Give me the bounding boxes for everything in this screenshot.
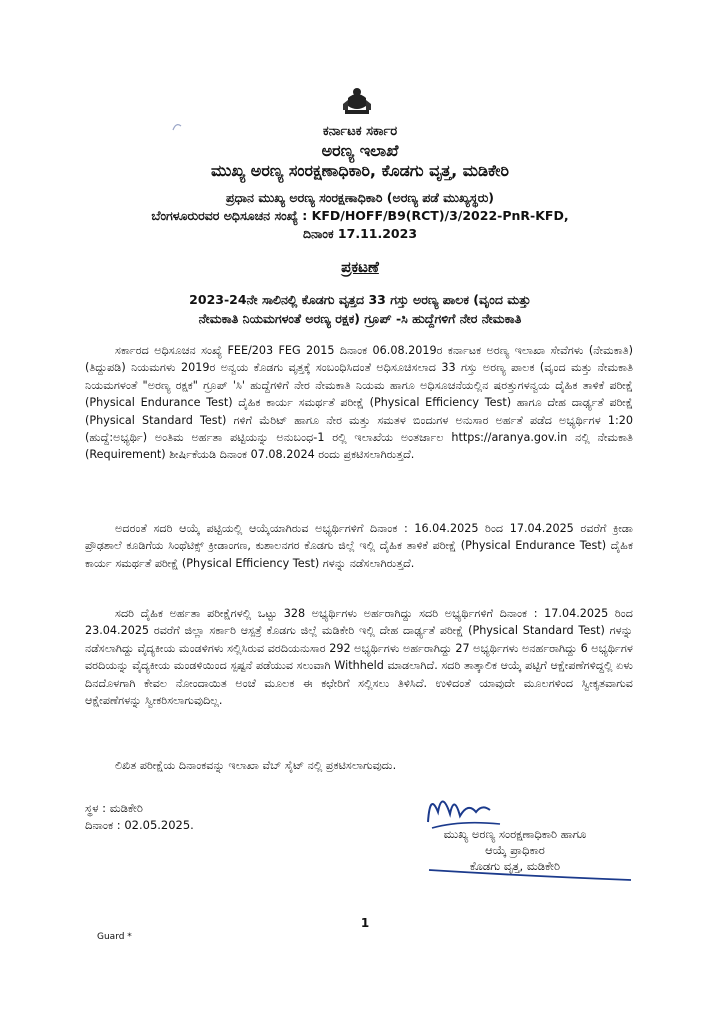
paragraph-text: ಸರ್ಕಾರದ ಅಧಿಸೂಚನ ಸಂಖ್ಯೆ FEE/203 FEG 2015 ದಿನಾಂಕ 06.08.2019ರ ಕರ್ನಾಟಕ ಅರಣ್ಯ ಇಲಾಖಾ ಸೇವೆಗಳು (ನೇಮಕಾತಿ) (ತಿದ್ದುಪಡಿ) ನಿಯಮಗಳು 2019ರ ಅನ್ವಯ ಕೊಡಗು ವೃತ್ತಕ್ಕೆ ಸಂಬಂಧಿಸಿದಂತೆ ಅಧಿಸೂಚಿಸಲಾದ 33 ಗಸ್ತು ಅರಣ್ಯ ಪಾಲಕ (ವೃಂದ ಮತ್ತು ನೇಮಕಾತಿ ನಿಯಮಗಳಂತೆ "ಅರಣ್ಯ ರಕ್ಷಕ" ಗ್ರೂಪ್ 'ಸಿ' ಹುದ್ದೆಗಳಿಗೆ ನೇರ ನೇಮಕಾತಿ ನಿಯಮ ಹಾಗೂ ಅಧಿಸೂಚನೆಯಲ್ಲಿನ ಷರತ್ತುಗಳನ್ವಯ ದೈಹಿಕ ತಾಳಿಕೆ ಪರೀಕ್ಷೆ (Physical Endurance Test) ದೈಹಿಕ ಕಾರ್ಯ ಸಮರ್ಥತೆ ಪರೀಕ್ಷೆ (Physical Efficiency Test) ಹಾಗೂ ದೇಹ ದಾರ್ಢ್ಯತೆ ಪರೀಕ್ಷೆ (Physical Standard Test) ಗಳಿಗೆ ಮೆರಿಟ್ ಹಾಗೂ ನೇರ ಮತ್ತು ಸಮತಳ ಬಿಂದುಗಳ ಅನುಸಾರ ಅರ್ಹತೆ ಪಡೆದ ಅಭ್ಯರ್ಥಿಗಳ 1:20 (ಹುದ್ದೆ:ಅಭ್ಯರ್ಥಿ) ಅಂತಿಮ ಅರ್ಹತಾ ಪಟ್ಟಿಯನ್ನು ಅನುಬಂಧ-1 ರಲ್ಲಿ ಇಲಾಖೆಯ ಅಂತರ್ಜಾಲ https://aranya.gov.in ನಲ್ಲಿ ನೇಮಕಾತಿ (Requirement) ಶೀರ್ಷಿಕೆಯಡಿ ದಿನಾಂಕ 07.08.2024 ರಂದು ಪ್ರಕಟಿಸಲಾಗಿರುತ್ತದೆ. bbox=[85, 344, 633, 462]
reference-line-1: ಪ್ರಧಾನ ಮುಖ್ಯ ಅರಣ್ಯ ಸಂರಕ್ಷಣಾಧಿಕಾರಿ (ಅರಣ್ಯ ಪಡೆ ಮುಖ್ಯಸ್ಥರು) bbox=[225, 190, 495, 205]
department-name: ಅರಣ್ಯ ಇಲಾಖೆ bbox=[321, 141, 399, 160]
body-paragraph-4 bbox=[85, 757, 633, 774]
paragraph-text: ಲಿಖಿತ ಪರೀಕ್ಷೆಯ ದಿನಾಂಕವನ್ನು ಇಲಾಖಾ ವೆಬ್ ಸೈಟ್ ನಲ್ಲಿ ಪ್ರಕಟಿಸಲಾಗುವುದು. bbox=[115, 759, 397, 772]
paragraph-text: ಅದರಂತೆ ಸದರಿ ಆಯ್ಕೆ ಪಟ್ಟಿಯಲ್ಲಿ ಆಯ್ಕೆಯಾಗಿರುವ ಅಭ್ಯರ್ಥಿಗಳಿಗೆ ದಿನಾಂಕ : 16.04.2025 ರಿಂದ 17.04.2025 ರವರೆಗೆ ಕ್ರೀಡಾ ಪ್ರೌಢಶಾಲೆ ಕೂಡಿಗೆಯ ಸಿಂಥೆಟಿಕ್ಸ್ ಕ್ರೀಡಾಂಗಣ, ಕುಶಾಲನಗರ ಕೊಡಗು ಜಿಲ್ಲೆ ಇಲ್ಲಿ ದೈಹಿಕ ತಾಳಿಕೆ ಪರೀಕ್ಷೆ (Physical Endurance Test) ದೈಹಿಕ ಕಾರ್ಯ ಸಮರ್ಥತೆ ಪರೀಕ್ಷೆ (Physical Efficiency Test) ಗಳನ್ನು ನಡೆಸಲಾಗಿರುತ್ತದೆ. bbox=[85, 522, 633, 570]
subject-line-2: ನೇಮಕಾತಿ ನಿಯಮಗಳಂತೆ ಅರಣ್ಯ ರಕ್ಷಕ) ಗ್ರೂಪ್ -ಸಿ ಹುದ್ದೆಗಳಿಗೆ ನೇರ ನೇಮಕಾತಿ bbox=[198, 311, 522, 326]
body-paragraph-1 bbox=[85, 342, 633, 464]
karnataka-state-emblem-icon bbox=[339, 84, 375, 120]
footer-note: Guard * bbox=[97, 932, 132, 942]
place-line: ಸ್ಥಳ : ಮಡಿಕೇರಿ bbox=[85, 801, 143, 815]
notice-heading: ಪ್ರಕಟಣೆ bbox=[341, 258, 379, 276]
subject-line-1: 2023-24ನೇ ಸಾಲಿನಲ್ಲಿ ಕೊಡಗು ವೃತ್ತದ 33 ಗಸ್ತು ಅರಣ್ಯ ಪಾಲಕ (ವೃಂದ ಮತ್ತು bbox=[189, 292, 531, 307]
body-paragraph-2 bbox=[85, 520, 633, 572]
signatory-title: ಮುಖ್ಯ ಅರಣ್ಯ ಸಂರಕ್ಷಣಾಧಿಕಾರಿ ಹಾಗೂ bbox=[443, 827, 587, 841]
reference-line-3: ದಿನಾಂಕ 17.11.2023 bbox=[302, 226, 418, 241]
reference-line-2: ಬೆಂಗಳೂರುರವರ ಅಧಿಸೂಚನ ಸಂಖ್ಯೆ : KFD/HOFF/B9(RCT)/3/2022-PnR-KFD, bbox=[151, 208, 569, 223]
government-name: ಕರ್ನಾಟಕ ಸರ್ಕಾರ bbox=[322, 124, 398, 139]
paragraph-text: ಸದರಿ ದೈಹಿಕ ಅರ್ಹತಾ ಪರೀಕ್ಷೆಗಳಲ್ಲಿ ಒಟ್ಟು 328 ಅಭ್ಯರ್ಥಿಗಳು ಅರ್ಹರಾಗಿದ್ದು ಸದರಿ ಅಭ್ಯರ್ಥಿಗಳಿಗೆ ದಿನಾಂಕ : 17.04.2025 ರಿಂದ 23.04.2025 ರವರೆಗೆ ಜಿಲ್ಲಾ ಸರ್ಕಾರಿ ಆಸ್ಪತ್ರೆ ಕೊಡಗು ಜಿಲ್ಲೆ ಮಡಿಕೇರಿ ಇಲ್ಲಿ ದೇಹ ದಾರ್ಢ್ಯತೆ ಪರೀಕ್ಷೆ (Physical Standard Test) ಗಳನ್ನು ನಡೆಸಲಾಗಿದ್ದು ವೈದ್ಯಕೀಯ ಮಂಡಳಿಗಳು ಸಲ್ಲಿಸಿರುವ ವರದಿಯನುಸಾರ 292 ಅಭ್ಯರ್ಥಿಗಳು ಅರ್ಹರಾಗಿದ್ದು 27 ಅಭ್ಯರ್ಥಿಗಳು ಅನರ್ಹರಾಗಿದ್ದು 6 ಅಭ್ಯರ್ಥಿಗಳ ವರದಿಯನ್ನು ವೈದ್ಯಕೀಯ ಮಂಡಳಿಯಿಂದ ಸ್ಪಷ್ಟನೆ ಪಡೆಯುವ ಸಲುವಾಗಿ Withheld ಮಾಡಲಾಗಿದೆ. ಸದರಿ ತಾತ್ಕಾಲಿಕ ಆಯ್ಕೆ ಪಟ್ಟಿಗೆ ಆಕ್ಷೇಪಣೆಗಳಿದ್ದಲ್ಲಿ ಏಳು ದಿನದೊಳಗಾಗಿ ಕೇವಲ ನೋಂದಾಯಿತ ಅಂಚೆ ಮೂಲಕ ಈ ಕಛೇರಿಗೆ ಸಲ್ಲಿಸಲು ತಿಳಿಸಿದೆ. ಉಳಿದಂತೆ ಯಾವುದೇ ಮೂಲಗಳಿಂದ ಸ್ವೀಕೃತವಾಗುವ ಆಕ್ಷೇಪಣೆಗಳನ್ನು ಸ್ವೀಕರಿಸಲಾಗುವುದಿಲ್ಲ. bbox=[85, 607, 633, 708]
office-name: ಮುಖ್ಯ ಅರಣ್ಯ ಸಂರಕ್ಷಣಾಧಿಕಾರಿ, ಕೊಡಗು ವೃತ್ತ, ಮಡಿಕೇರಿ bbox=[211, 161, 509, 180]
page-number: 1 bbox=[360, 916, 370, 930]
body-paragraph-3 bbox=[85, 605, 633, 709]
signature-stroke-icon bbox=[425, 866, 635, 882]
date-line: ದಿನಾಂಕ : 02.05.2025. bbox=[85, 818, 194, 832]
signatory-office: ಕೊಡಗು ವೃತ್ತ, ಮಡಿಕೇರಿ bbox=[469, 859, 561, 873]
signatory-authority: ಆಯ್ಕೆ ಪ್ರಾಧಿಕಾರ bbox=[485, 843, 545, 857]
